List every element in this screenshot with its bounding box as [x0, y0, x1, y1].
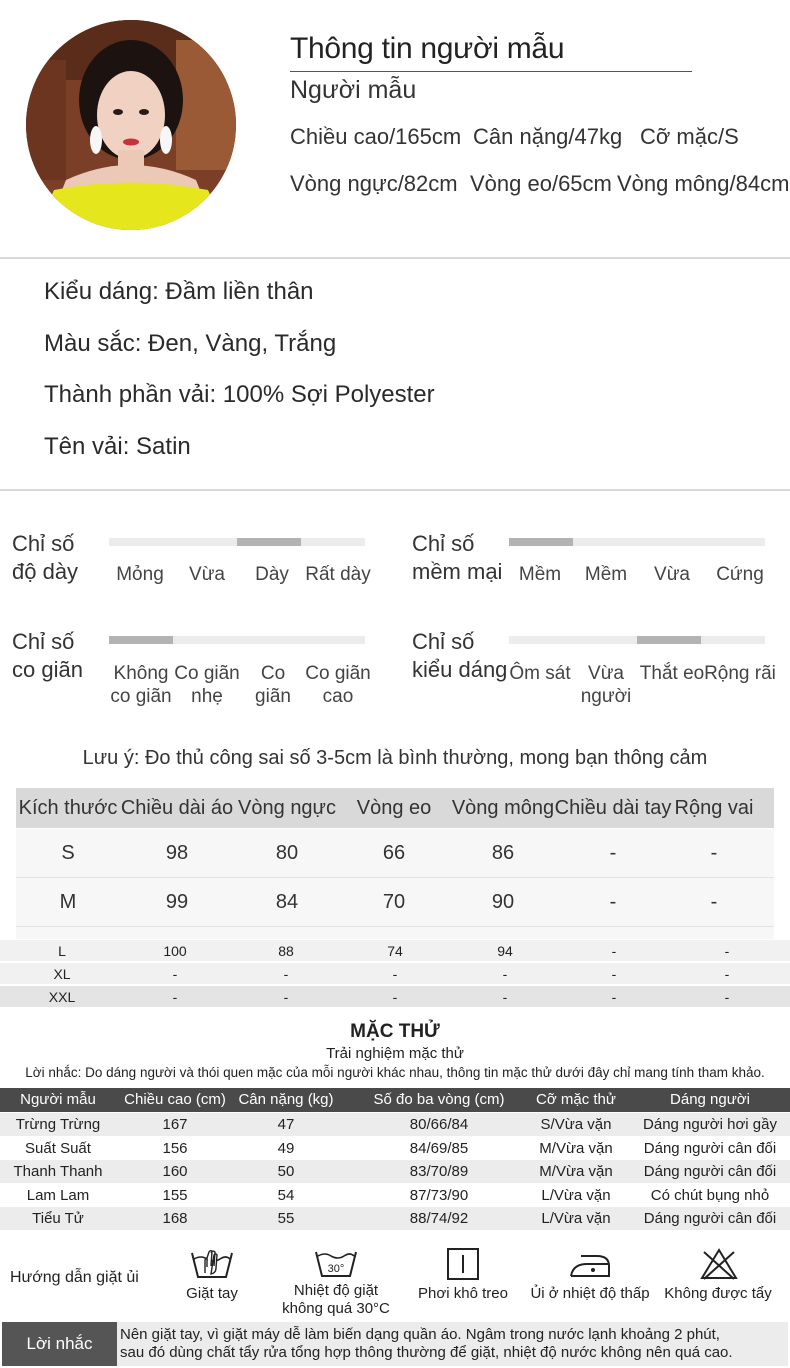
care-text-no-bleach: Không được tẩy [664, 1285, 772, 1302]
tryon-row [0, 1184, 790, 1207]
size-table-cell: XXL [48, 989, 76, 1005]
tryon-cell: Dáng người cân đối [643, 1163, 777, 1180]
index-option-stretch: Co giãn nhẹ [174, 663, 240, 707]
tryon-header-cell: Dáng người [670, 1091, 750, 1108]
care-guide-label: Hướng dẫn giặt ủi [10, 1269, 139, 1286]
index-option-thickness: Vừa [189, 564, 225, 585]
index-bar-fit [509, 636, 765, 644]
index-option-thickness: Mỏng [116, 564, 164, 585]
index-option-softness: Mềm [584, 564, 628, 585]
tryon-cell: Dáng người cân đối [643, 1210, 777, 1227]
tryon-header-cell: Số đo ba vòng (cm) [373, 1091, 505, 1108]
index-level-stretch [109, 636, 173, 644]
size-table-cell: - [609, 891, 617, 913]
tryon-title: MẶC THỬ [350, 1021, 440, 1042]
hang-dry-icon [446, 1247, 480, 1286]
index-level-fit [637, 636, 701, 644]
tryon-cell: 168 [162, 1210, 188, 1227]
tryon-row [0, 1137, 790, 1160]
tryon-cell: L/Vừa vặn [541, 1186, 611, 1204]
size-table-cell: 70 [382, 891, 406, 913]
size-table-cell: - [724, 943, 730, 959]
index-level-softness [509, 538, 573, 546]
size-table-header-cell: Chiều dài tay [554, 797, 672, 819]
model-height: Chiều cao/165cm [290, 124, 462, 149]
tryon-row [0, 1113, 790, 1136]
size-table-cell: 100 [163, 943, 187, 959]
measurement-note: Lưu ý: Đo thủ công sai số 3-5cm là bình thường, mong bạn thông cảm [82, 747, 708, 769]
size-table-cell: 84 [275, 891, 299, 913]
tryon-cell: M/Vừa vặn [539, 1163, 613, 1180]
index-option-softness: Vừa [654, 564, 690, 585]
size-table-cell: - [710, 842, 718, 864]
tryon-cell: Có chút bụng nhỏ [650, 1186, 770, 1204]
index-option-fit: Ôm sát [509, 663, 571, 684]
iron-low-icon [567, 1250, 613, 1285]
tryon-cell: 50 [277, 1163, 295, 1180]
size-table-header-cell: Vòng ngực [238, 797, 336, 819]
tryon-cell: Thanh Thanh [13, 1163, 103, 1180]
size-table-edge [16, 927, 774, 939]
size-table-header-cell: Vòng eo [356, 797, 432, 819]
tryon-cell: 87/73/90 [409, 1186, 469, 1204]
size-table-header-cell: Chiều dài áo [120, 797, 234, 819]
index-title-softness: Chỉ số mềm mại [412, 531, 503, 584]
tryon-cell: 54 [277, 1186, 295, 1204]
index-option-stretch: Co giãn [255, 663, 291, 707]
index-option-thickness: Dày [255, 564, 289, 585]
product-fabric: Tên vải: Satin [44, 433, 191, 460]
no-bleach-icon [700, 1248, 738, 1285]
model-size: Cỡ mặc/S [640, 124, 739, 149]
index-title-stretch: Chỉ số co giãn [12, 629, 83, 682]
tryon-cell: Lam Lam [26, 1186, 90, 1204]
index-option-fit: Vừa người [580, 663, 632, 707]
tryon-cell: M/Vừa vặn [539, 1139, 613, 1157]
tryon-header-cell: Người mẫu [20, 1091, 96, 1108]
index-option-softness: Mềm [518, 564, 562, 585]
hand-wash-icon [189, 1247, 235, 1286]
tryon-header-cell: Cân nặng (kg) [238, 1091, 334, 1108]
index-bar-thickness [109, 538, 365, 546]
index-bar-softness [509, 538, 765, 546]
tryon-table-header [0, 1088, 790, 1112]
index-option-thickness: Rất dày [305, 564, 371, 585]
wash-30-icon [314, 1248, 358, 1283]
index-title-thickness: Chỉ số độ dày [12, 531, 79, 584]
size-table-cell: 94 [497, 943, 513, 959]
size-table-cell: - [392, 989, 398, 1005]
size-table-row-compact [0, 963, 790, 985]
size-table-cell: XL [53, 966, 71, 982]
reminder-text [117, 1322, 788, 1366]
tryon-cell: 47 [277, 1116, 295, 1133]
product-composition: Thành phần vải: 100% Sợi Polyester [44, 381, 435, 408]
index-title-fit: Chỉ số kiểu dáng [412, 629, 508, 682]
model-bust: Vòng ngực/82cm [290, 171, 458, 196]
product-colors: Màu sắc: Đen, Vàng, Trắng [44, 330, 337, 357]
care-text-hand-wash: Giặt tay [186, 1285, 238, 1302]
size-table-cell: - [724, 966, 730, 982]
model-photo [26, 20, 236, 230]
size-table-cell: - [502, 966, 508, 982]
model-avatar [26, 20, 236, 230]
model-title-divider [290, 71, 692, 72]
size-table-cell: M [59, 891, 77, 913]
tryon-cell: 156 [162, 1139, 188, 1157]
reminder-line-2: sau đó dùng chất tẩy rửa tổng hợp thông thường để giặt, nhiệt độ nước không nên quá cao. [120, 1344, 733, 1361]
size-table-cell: - [611, 989, 617, 1005]
size-table-cell: L [58, 943, 66, 959]
model-info-title: Thông tin người mẫu [290, 32, 565, 65]
tryon-cell: Suất Suất [25, 1139, 91, 1157]
section-divider [0, 489, 790, 491]
care-text-wash-temp: Nhiệt độ giặt không quá 30°C [282, 1282, 390, 1317]
size-table-cell: 98 [165, 842, 189, 864]
index-option-fit: Rộng rãi [704, 663, 776, 684]
model-weight: Cân nặng/47kg [473, 124, 623, 149]
size-table-cell: 66 [382, 842, 406, 864]
index-option-stretch: Không co giãn [110, 663, 172, 707]
size-table-cell: 86 [491, 842, 515, 864]
tryon-note: Lời nhắc: Do dáng người và thói quen mặc của mỗi người khác nhau, thông tin mặc thử dưới đây chỉ mang tính tham khảo. [25, 1065, 765, 1080]
tryon-row [0, 1207, 790, 1230]
tryon-cell: L/Vừa vặn [541, 1210, 611, 1227]
tryon-cell: 167 [162, 1116, 188, 1133]
tryon-cell: 84/69/85 [409, 1139, 469, 1157]
tryon-header-cell: Chiều cao (cm) [124, 1091, 226, 1108]
model-waist: Vòng eo/65cm [470, 171, 612, 196]
size-table-cell: - [710, 891, 718, 913]
tryon-cell: S/Vừa vặn [540, 1116, 612, 1133]
index-bar-stretch [109, 636, 365, 644]
size-table-cell: - [611, 966, 617, 982]
wash-temp-badge: 30° [327, 1263, 345, 1275]
tryon-cell: 80/66/84 [409, 1116, 469, 1133]
tryon-cell: Dáng người hơi gầy [643, 1116, 777, 1133]
size-table-row-compact [0, 986, 790, 1008]
reminder-line-1: Nên giặt tay, vì giặt máy dễ làm biến dạng quần áo. Ngâm trong nước lạnh khoảng 2 phút, [120, 1326, 720, 1343]
tryon-cell: 83/70/89 [409, 1163, 469, 1180]
size-table-cell: - [172, 989, 178, 1005]
reminder-label: Lời nhắc [2, 1322, 117, 1366]
care-text-iron-low: Ủi ở nhiệt độ thấp [530, 1285, 650, 1302]
size-table-header-cell: Vòng mông [451, 797, 555, 819]
size-table-cell: - [172, 966, 178, 982]
size-table-cell: - [609, 842, 617, 864]
size-table-row-compact [0, 940, 790, 962]
tryon-cell: Tiểu Tử [32, 1210, 84, 1227]
model-subtitle: Người mẫu [290, 76, 417, 104]
size-table-cell: 99 [165, 891, 189, 913]
care-text-hang-dry: Phơi khô treo [418, 1285, 508, 1302]
tryon-cell: 155 [162, 1186, 188, 1204]
size-table-cell: 74 [387, 943, 403, 959]
size-table-row [16, 878, 774, 927]
size-table-cell: - [283, 989, 289, 1005]
size-table-cell: - [502, 989, 508, 1005]
index-option-stretch: Co giãn cao [305, 663, 371, 707]
tryon-cell: Dáng người cân đối [643, 1139, 777, 1157]
size-table-cell: - [283, 966, 289, 982]
size-table-cell: - [392, 966, 398, 982]
size-table-row [16, 829, 774, 878]
tryon-row [0, 1160, 790, 1183]
size-table-cell: S [61, 842, 75, 864]
index-option-softness: Cứng [716, 564, 764, 585]
size-table-cell: 80 [275, 842, 299, 864]
model-info-section [0, 0, 790, 257]
tryon-header-cell: Cỡ mặc thử [536, 1091, 616, 1108]
index-level-thickness [237, 538, 301, 546]
size-table-header-cell: Rộng vai [674, 797, 754, 819]
size-table-header [16, 788, 774, 828]
section-divider [0, 257, 790, 259]
size-table-cell: 88 [278, 943, 294, 959]
tryon-cell: Trừng Trừng [15, 1116, 101, 1133]
model-hip: Vòng mông/84cm [617, 171, 790, 196]
product-style: Kiểu dáng: Đầm liền thân [44, 278, 314, 305]
size-table-cell: 90 [491, 891, 515, 913]
tryon-cell: 55 [277, 1210, 295, 1227]
size-table-cell: - [724, 989, 730, 1005]
tryon-cell: 160 [162, 1163, 188, 1180]
tryon-cell: 49 [277, 1139, 295, 1157]
size-table-header-cell: Kích thước [18, 797, 118, 819]
tryon-cell: 88/74/92 [409, 1210, 469, 1227]
tryon-subtitle: Trải nghiệm mặc thử [326, 1045, 464, 1062]
size-table-cell: - [611, 943, 617, 959]
index-option-fit: Thắt eo [639, 663, 705, 684]
